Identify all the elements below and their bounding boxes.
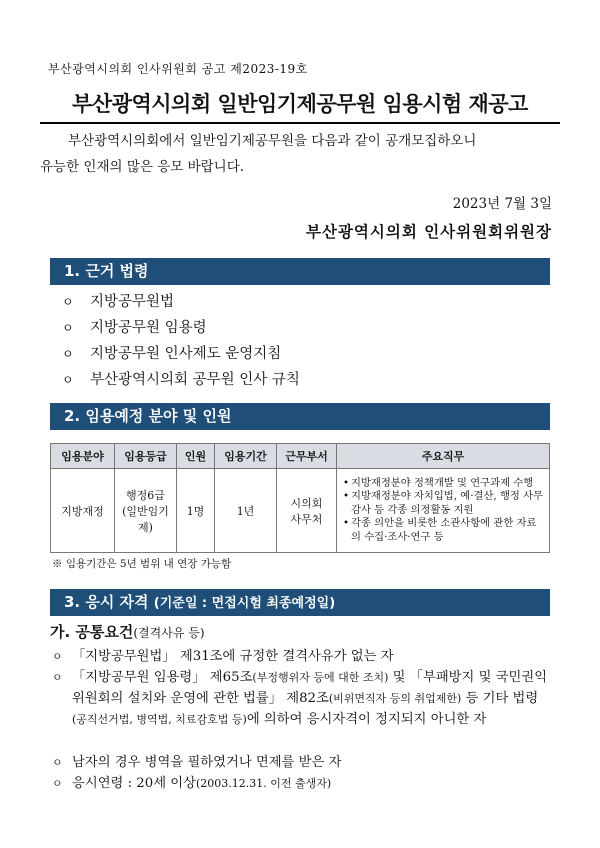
list-item-text: 지방공무원 인사제도 운영지침: [90, 346, 282, 362]
intro-line-2: 유능한 인재의 많은 응모 바랍니다.: [40, 159, 245, 175]
section-1-header: [50, 258, 550, 285]
requirement-text: 응시연령 : 20세 이상: [72, 776, 196, 791]
col-header-grade: 임용등급: [115, 444, 177, 469]
dept-line-2: 사무처: [290, 512, 323, 526]
table-header-row: [51, 444, 550, 469]
notice-date: 2023년 7월 3일: [452, 196, 552, 212]
section-2-header: [50, 403, 550, 430]
col-header-count: 인원: [177, 444, 215, 469]
subhead-label: 가. 공통요건: [50, 623, 134, 641]
requirement-text: 및 「부패방지 및 국민권익위원회의 설치와 운영에 관한 법률」 제82조: [72, 670, 548, 706]
cell-period: 1년: [215, 469, 277, 553]
section-3-subtitle: (기준일 : 면접시험 최종예정일): [153, 596, 336, 611]
requirement-text: 「지방공무원 임용령」 제65조: [72, 670, 253, 685]
duty-text: 지방재정분야 자치입법, 예·결산, 행정 사무감사 등 각종 의정활동 지원: [351, 490, 544, 516]
cell-field: 지방재정: [51, 469, 115, 553]
requirement-item: [52, 773, 550, 794]
subhead-note: (결격사유 등): [133, 626, 205, 640]
intro-paragraph: [40, 128, 555, 180]
list-item: [62, 367, 300, 393]
period-note: ※ 임용기간은 5년 범위 내 연장 가능함: [52, 558, 232, 570]
col-header-field: 임용분야: [51, 444, 115, 469]
intro-line-1: 부산광역시의회에서 일반임기제공무원을 다음과 같이 공개모집하오니: [68, 133, 477, 149]
common-requirements-heading: [50, 621, 205, 642]
section-3-title: 3. 응시 자격: [64, 593, 149, 611]
requirement-note: (2003.12.31. 이전 출생자): [196, 777, 332, 790]
bullet-dot-icon: •: [343, 490, 350, 503]
bullet-icon: ㅇ: [52, 777, 63, 790]
legal-basis-list: [62, 289, 300, 393]
bullet-icon: ㅇ: [62, 295, 74, 309]
requirement-text: 에 의하여 응시자격이 정지되지 아니한 자: [246, 712, 487, 727]
table-row: [51, 469, 550, 553]
duty-item: [343, 517, 545, 544]
page-title: 부산광역시의회 일반임기제공무원 임용시험 재공고: [72, 92, 528, 116]
cell-duties: [337, 469, 550, 553]
bullet-icon: ㅇ: [62, 321, 74, 335]
requirement-note: (비위면직자 등의 취업제한): [328, 692, 462, 705]
grade-line-1: 행정6급: [126, 488, 165, 502]
requirement-text: 「지방공무원법」 제31조에 규정한 결격사유가 없는 자: [72, 649, 394, 664]
col-header-period: 임용기간: [215, 444, 277, 469]
requirement-item: [52, 752, 550, 773]
cell-dept: [277, 469, 337, 553]
duty-item: [343, 490, 545, 517]
bullet-icon: ㅇ: [52, 671, 63, 684]
requirement-item: [52, 646, 550, 667]
list-item: [62, 315, 300, 341]
cell-count: 1명: [177, 469, 215, 553]
requirement-text: 등 기타 법령: [461, 691, 539, 706]
section-3-header: [50, 589, 550, 616]
list-item-text: 지방공무원법: [90, 294, 175, 310]
dept-line-1: 시의회: [290, 496, 323, 510]
duty-text: 각종 의안을 비롯한 소관사항에 관한 자료의 수집·조사·연구 등: [351, 517, 537, 543]
issuer: 부산광역시의회 인사위원회위원장: [306, 223, 552, 241]
bullet-icon: ㅇ: [52, 756, 63, 769]
duty-text: 지방재정분야 정책개발 및 연구과제 수행: [351, 476, 534, 489]
cell-grade: [115, 469, 177, 553]
requirement-note: (공직선거법, 병역법, 치료감호법 등): [72, 713, 247, 726]
bullet-icon: ㅇ: [62, 347, 74, 361]
requirement-text: 남자의 경우 병역을 필하였거나 면제를 받은 자: [72, 755, 342, 770]
col-header-duties: 주요직무: [337, 444, 550, 469]
col-header-dept: 근무부서: [277, 444, 337, 469]
section-2-title: 2. 임용예정 분야 및 인원: [64, 407, 232, 425]
recruitment-table: [50, 443, 550, 553]
title-underline: [40, 122, 560, 124]
grade-line-2: (일반임기제): [122, 504, 169, 534]
bullet-dot-icon: •: [343, 517, 350, 530]
requirement-item: [52, 667, 550, 730]
list-item: [62, 289, 300, 315]
bullet-dot-icon: •: [343, 476, 350, 489]
list-item-text: 부산광역시의회 공무원 인사 규칙: [90, 372, 300, 388]
list-item-text: 지방공무원 임용령: [90, 320, 207, 336]
section-1-title: 1. 근거 법령: [64, 262, 149, 280]
list-item: [62, 341, 300, 367]
duty-item: [343, 477, 545, 491]
notice-number: 부산광역시의회 인사위원회 공고 제2023-19호: [48, 62, 308, 76]
bullet-icon: ㅇ: [62, 373, 74, 387]
requirement-note: (부정행위자 등에 대한 조치): [252, 671, 389, 684]
bullet-icon: ㅇ: [52, 650, 63, 663]
